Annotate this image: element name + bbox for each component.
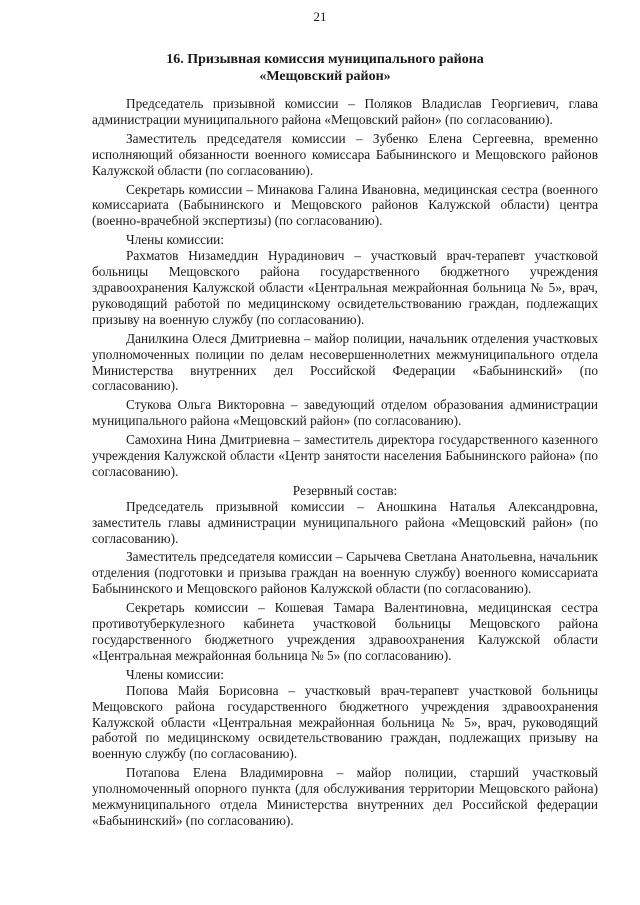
members-heading: Члены комиссии: — [126, 232, 224, 248]
reserve-members-heading: Члены комиссии: — [126, 666, 224, 682]
section-title-line-1: 16. Призывная комиссия муниципального района — [166, 52, 484, 67]
page-number: 21 — [313, 9, 327, 24]
reserve-secretary-paragraph: Секретарь комиссии – Кошевая Тамара Валентиновна, медицинская сестра противотуберкулезного кабинета участковой больницы Мещовского района государственного бюджетного учреждения здравоохранения Калужской области «Центральная межрайонная больница № 5» (по согласованию). — [92, 600, 598, 663]
member-paragraph: Данилкина Олеся Дмитриевна – майор полиции, начальник отделения участковых уполномоченных полиции по делам несовершеннолетних межмуниципального отдела Министерства внутренних дел Российской Федерации «Бабынинский» (по согласованию). — [92, 330, 598, 394]
reserve-member-paragraph: Попова Майя Борисовна – участковый врач-терапевт участковой больницы Мещовского района государственного бюджетного учреждения здравоохранения Калужской области «Центральная межрайонная больница № 5», врач, руководящий работой по медицинскому освидетельствованию граждан, подлежащих призыву на военную службу (по согласованию). — [92, 682, 598, 762]
reserve-member-paragraph: Потапова Елена Владимировна – майор полиции, старший участковый уполномоченный опорного пункта (для обслуживания территории Мещовского района) межмуниципального отдела Министерства внутренних дел Российской федерации «Бабынинский» (по согласованию). — [92, 765, 598, 828]
document-body — [92, 96, 598, 832]
member-paragraph: Самохина Нина Дмитриевна – заместитель директора государственного казенного учреждения Калужской области «Центр занятости населения Бабынинского района» (по согласованию). — [92, 432, 598, 479]
member-paragraph: Рахматов Низамеддин Нурадинович – участковый врач-терапевт участковой больницы Мещовского района государственного бюджетного учреждения здравоохранения Калужской области «Центральная межрайонная больница № 5», врач, руководящий работой по медицинскому освидетельствованию граждан, подлежащих призыву на военную службу (по согласованию). — [92, 248, 598, 327]
deputy-chair-paragraph: Заместитель председателя комиссии – Зубенко Елена Сергеевна, временно исполняющий обязанности военного комиссара Бабынинского и Мещовского районов Калужской области (по согласованию). — [92, 130, 598, 178]
member-paragraph: Стукова Ольга Викторовна – заведующий отделом образования администрации муниципального района «Мещовский район» (по согласованию). — [92, 397, 598, 429]
reserve-deputy-chair-paragraph: Заместитель председателя комиссии – Сарычева Светлана Анатольевна, начальник отделения (подготовки и призыва граждан на военную службу) военного комиссариата Бабынинского и Мещовского районов Калужской области (по согласованию). — [92, 549, 598, 597]
section-title-line-2: «Мещовский район» — [259, 69, 391, 84]
section-title — [90, 51, 560, 85]
secretary-paragraph: Секретарь комиссии – Минакова Галина Ивановна, медицинская сестра (военного комиссариата (Бабынинского и Мещовского районов Калужской области) центра (военно-врачебной экспертизы) (по согласованию). — [92, 181, 598, 229]
reserve-heading: Резервный состав: — [292, 482, 398, 498]
chair-paragraph: Председатель призывной комиссии – Поляков Владислав Георгиевич, глава администрации муниципального района «Мещовский район» (по согласованию). — [92, 96, 598, 127]
reserve-chair-paragraph: Председатель призывной комиссии – Аношкина Наталья Александровна, заместитель главы администрации муниципального района «Мещовский район» (по согласованию). — [92, 498, 598, 546]
